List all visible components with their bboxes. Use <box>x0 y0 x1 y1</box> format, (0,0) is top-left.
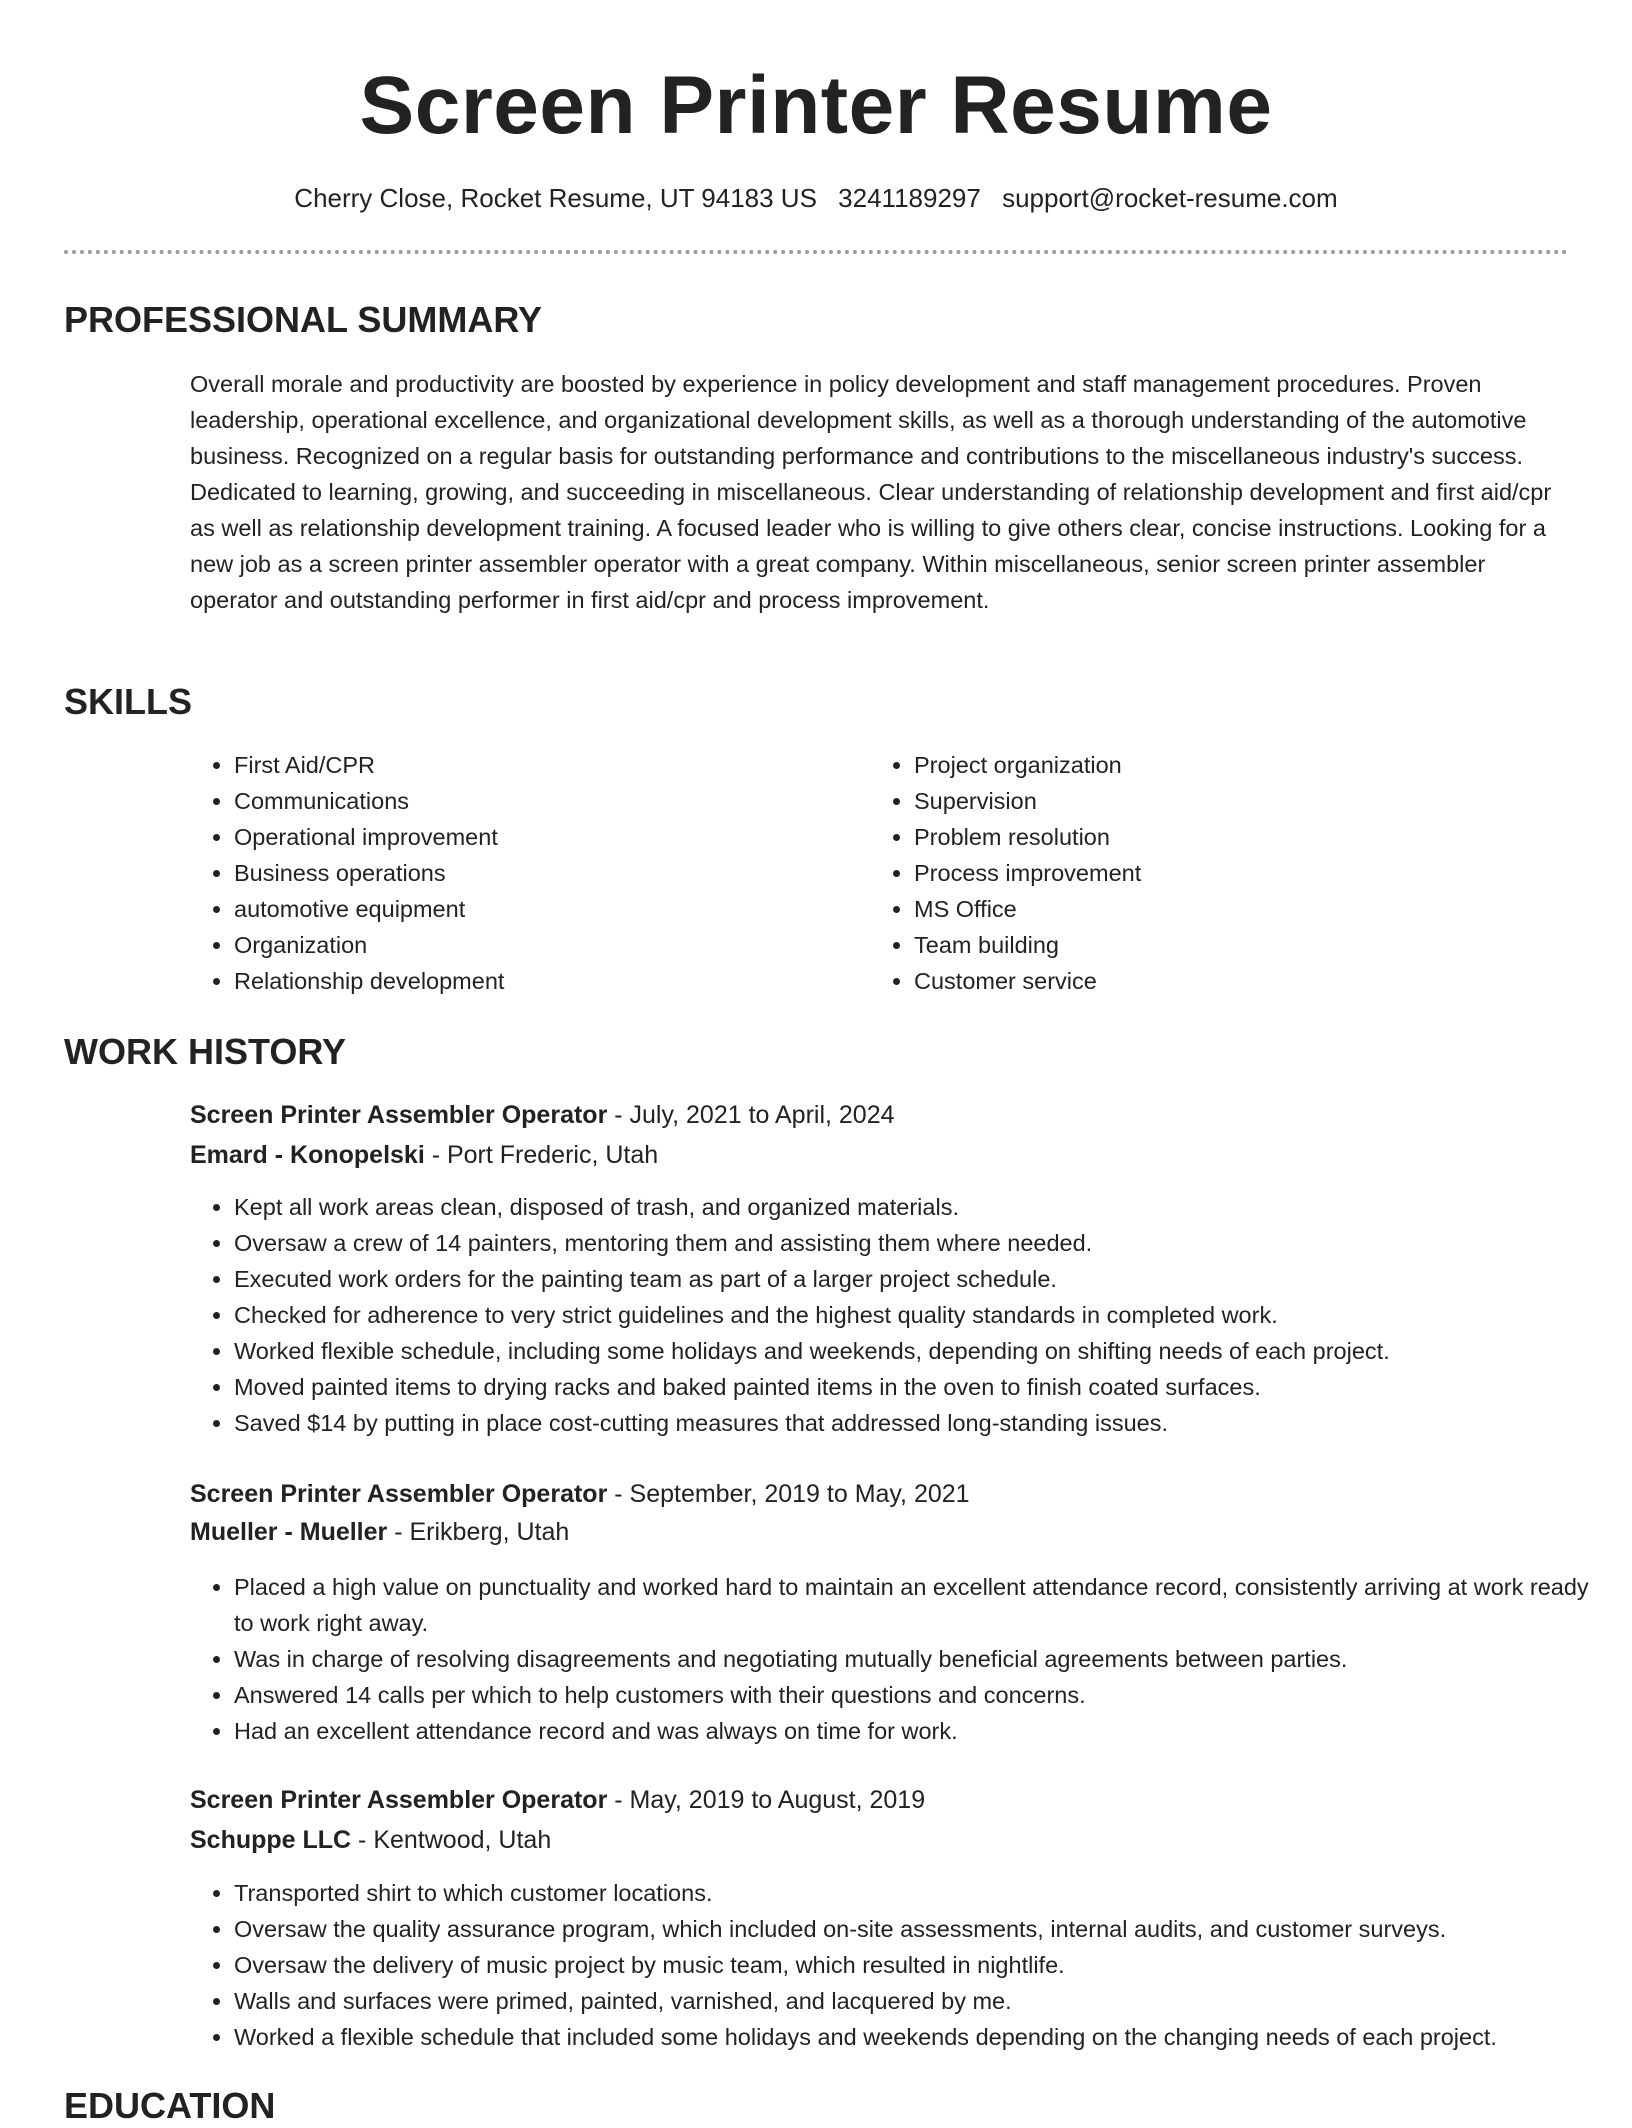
job-dates: - July, 2021 to April, 2024 <box>607 1101 895 1129</box>
skills-list-right <box>870 747 1534 999</box>
skill-item: • MS Office <box>914 891 1534 927</box>
skill-item: • Business operations <box>234 855 854 891</box>
contact-phone: 3241189297 <box>838 183 981 213</box>
skill-item: • Team building <box>914 927 1534 963</box>
skill-item: • Project organization <box>914 747 1534 783</box>
contact-line <box>0 180 1632 216</box>
job-position: Screen Printer Assembler Operator <box>190 1101 608 1129</box>
job-location: - Kentwood, Utah <box>351 1826 552 1854</box>
job-bullet: • Moved painted items to drying racks and baked painted items in the oven to finish coated surfaces. <box>234 1369 1614 1405</box>
job-dates: - May, 2019 to August, 2019 <box>607 1786 926 1814</box>
job-bullet: • Walls and surfaces were primed, painted, varnished, and lacquered by me. <box>234 1983 1632 2019</box>
job-title-line <box>190 1476 970 1512</box>
job-bullet: • Worked flexible schedule, including some holidays and weekends, depending on shifting needs of each project. <box>234 1333 1614 1369</box>
job-bullet: • Checked for adherence to very strict guidelines and the highest quality standards in completed work. <box>234 1297 1614 1333</box>
job-bullet: • Placed a high value on punctuality and worked hard to maintain an excellent attendance record, consistently arriving at work ready to work right away. <box>234 1569 1614 1641</box>
job-company-line <box>190 1137 658 1173</box>
job-company: Emard - Konopelski <box>190 1141 425 1169</box>
job-bullet: • Saved $14 by putting in place cost-cutting measures that addressed long-standing issues. <box>234 1405 1614 1441</box>
summary-text: Overall morale and productivity are boosted by experience in policy development and staff management procedures. Proven leadership, operational excellence, and organizational development skills, as well as a thorough understanding of the automotive business. Recognized on a regular basis for outstanding performance and contributions to the miscellaneous industry's success. Dedicated to learning, growing, and succeeding in miscellaneous. Clear understanding of relationship development and first aid/cpr as well as relationship development training. A focused leader who is willing to give others clear, concise instructions. Looking for a new job as a screen printer assembler operator with a great company. Within miscellaneous, senior screen printer assembler operator and outstanding performer in first aid/cpr and process improvement. <box>190 371 1552 613</box>
skill-item: • Communications <box>234 783 854 819</box>
job-company: Schuppe LLC <box>190 1826 352 1854</box>
section-title-education: EDUCATION <box>64 2085 276 2126</box>
job-bullet: • Had an excellent attendance record and was always on time for work. <box>234 1713 1614 1749</box>
job-bullet: • Oversaw a crew of 14 painters, mentoring them and assisting them where needed. <box>234 1225 1614 1261</box>
contact-email: support@rocket-resume.com <box>1002 183 1338 213</box>
job-bullet: • Worked a flexible schedule that included some holidays and weekends depending on the changing needs of each project. <box>234 2019 1632 2055</box>
skill-item: • Customer service <box>914 963 1534 999</box>
job-bullet: • Oversaw the delivery of music project by music team, which resulted in nightlife. <box>234 1947 1632 1983</box>
job-bullet: • Oversaw the quality assurance program, which included on-site assessments, internal audits, and customer surveys. <box>234 1911 1632 1947</box>
section-title-work-history: WORK HISTORY <box>64 1031 347 1072</box>
contact-address: Cherry Close, Rocket Resume, UT 94183 US <box>294 183 817 213</box>
job-bullet: • Kept all work areas clean, disposed of trash, and organized materials. <box>234 1189 1614 1225</box>
job-company-line <box>190 1514 569 1550</box>
skill-item: • Organization <box>234 927 854 963</box>
skill-item: • Supervision <box>914 783 1534 819</box>
job-bullet: • Answered 14 calls per which to help customers with their questions and concerns. <box>234 1677 1614 1713</box>
job-bullet: • Transported shirt to which customer locations. <box>234 1875 1632 1911</box>
job-position: Screen Printer Assembler Operator <box>190 1480 608 1508</box>
section-title-skills: SKILLS <box>64 681 193 722</box>
job-position: Screen Printer Assembler Operator <box>190 1786 608 1814</box>
job-bullets <box>190 1875 1632 2055</box>
header-divider <box>64 250 1568 254</box>
job-company-line <box>190 1822 551 1858</box>
job-company: Mueller - Mueller <box>190 1518 388 1546</box>
job-title-line <box>190 1097 895 1133</box>
job-location: - Port Frederic, Utah <box>424 1141 659 1169</box>
skills-list-left <box>190 747 854 999</box>
job-bullet: • Executed work orders for the painting team as part of a larger project schedule. <box>234 1261 1614 1297</box>
job-dates: - September, 2019 to May, 2021 <box>607 1480 970 1508</box>
resume-title: Screen Printer Resume <box>359 60 1273 151</box>
job-title-line <box>190 1782 925 1818</box>
section-title-summary: PROFESSIONAL SUMMARY <box>64 299 543 340</box>
skill-item: • Operational improvement <box>234 819 854 855</box>
skill-item: • Relationship development <box>234 963 854 999</box>
job-bullets <box>190 1569 1614 1749</box>
job-bullets <box>190 1189 1614 1441</box>
skill-item: • First Aid/CPR <box>234 747 854 783</box>
skill-item: • Process improvement <box>914 855 1534 891</box>
skill-item: • automotive equipment <box>234 891 854 927</box>
job-bullet: • Was in charge of resolving disagreements and negotiating mutually beneficial agreements between parties. <box>234 1641 1614 1677</box>
job-location: - Erikberg, Utah <box>387 1518 570 1546</box>
skill-item: • Problem resolution <box>914 819 1534 855</box>
